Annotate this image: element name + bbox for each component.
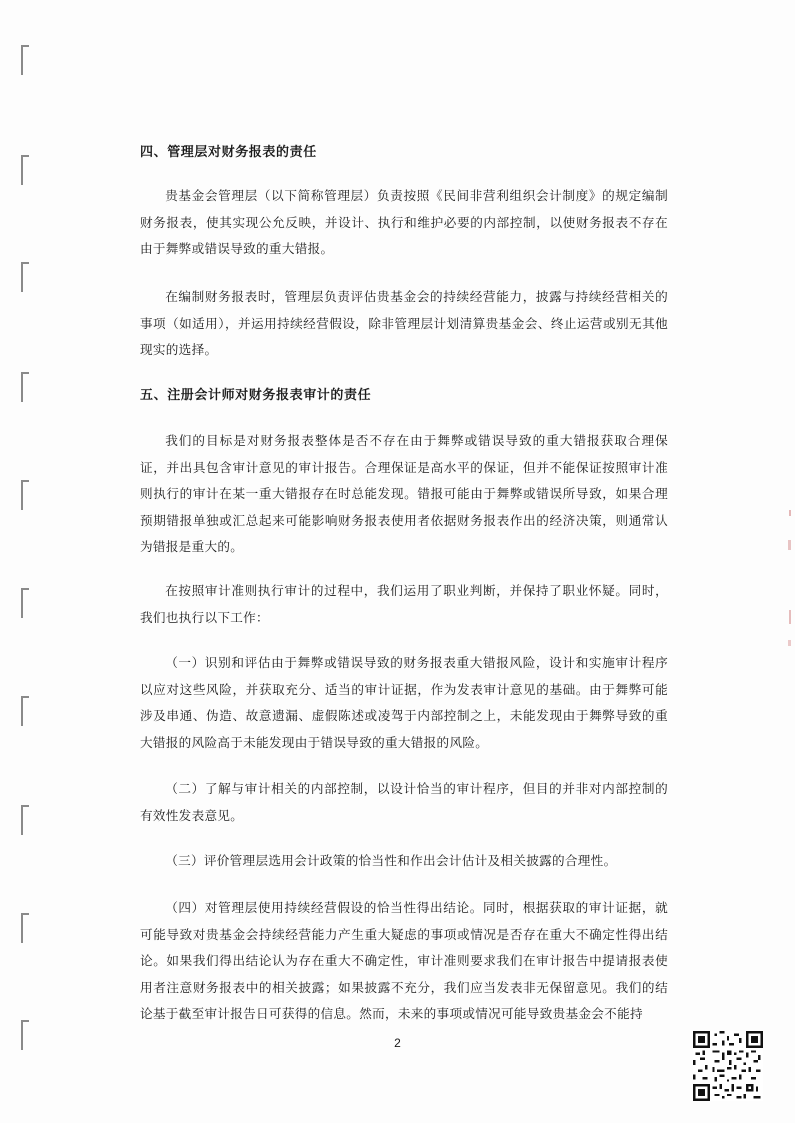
binding-mark [21,45,29,75]
list-item-paragraph: （三）评价管理层选用会计政策的恰当性和作出会计估计及相关披露的合理性。 [165,853,617,868]
qr-code-icon [693,1031,763,1101]
seal-edge-marks [787,500,793,660]
binding-mark [21,805,29,835]
binding-mark [21,588,29,618]
page-number: 2 [394,1036,401,1050]
paragraph: 贵基金会管理层（以下简称管理层）负责按照《民间非营利组织会计制度》的规定编制财务报表，使其实现公允反映，并设计、执行和维护必要的内部控制，以使财务报表不存在由于舞弊或错误导致的重大错报。 [140,188,668,256]
list-item-paragraph: （一）识别和评估由于舞弊或错误导致的财务报表重大错报风险，设计和实施审计程序以应对这些风险，并获取充分、适当的审计证据，作为发表审计意见的基础。由于舞弊可能涉及串通、伪造、故意遗漏、虚假陈述或凌驾于内部控制之上，未能发现由于舞弊导致的重大错报的风险高于未能发现由于错误导致的重大错报的风险。 [140,655,668,750]
binding-mark [21,480,29,510]
binding-mark [21,155,29,185]
section-heading-management-responsibility: 四、管理层对财务报表的责任 [140,145,317,160]
list-item-paragraph: （四）对管理层使用持续经营假设的恰当性得出结论。同时，根据获取的审计证据，就可能导致对贵基金会持续经营能力产生重大疑虑的事项或情况是否存在重大不确定性得出结论。如果我们得出结论认为存在重大不确定性，审计准则要求我们在审计报告中提请报表使用者注意财务报表中的相关披露；如果披露不充分，我们应当发表非无保留意见。我们的结论基于截至审计报告日可获得的信息。然而，未来的事项或情况可能导致贵基金会不能持 [140,900,668,1021]
binding-mark [21,262,29,292]
paragraph: 我们的目标是对财务报表整体是否不存在由于舞弊或错误导致的重大错报获取合理保证，并出具包含审计意见的审计报告。合理保证是高水平的保证，但并不能保证按照审计准则执行的审计在某一重大错报存在时总能发现。错报可能由于舞弊或错误所导致，如果合理预期错报单独或汇总起来可能影响财务报表使用者依据财务报表作出的经济决策，则通常认为错报是重大的。 [140,433,668,554]
binding-mark [21,913,29,943]
paragraph: 在按照审计准则执行审计的过程中，我们运用了职业判断，并保持了职业怀疑。同时，我们也执行以下工作： [140,583,668,625]
paragraph: 在编制财务报表时，管理层负责评估贵基金会的持续经营能力，披露与持续经营相关的事项（如适用），并运用持续经营假设，除非管理层计划清算贵基金会、终止运营或别无其他现实的选择。 [140,289,668,357]
section-heading-auditor-responsibility: 五、注册会计师对财务报表审计的责任 [140,388,372,403]
list-item-paragraph: （二）了解与审计相关的内部控制，以设计恰当的审计程序，但目的并非对内部控制的有效性发表意见。 [140,781,668,823]
binding-mark [21,696,29,726]
binding-mark [21,372,29,402]
